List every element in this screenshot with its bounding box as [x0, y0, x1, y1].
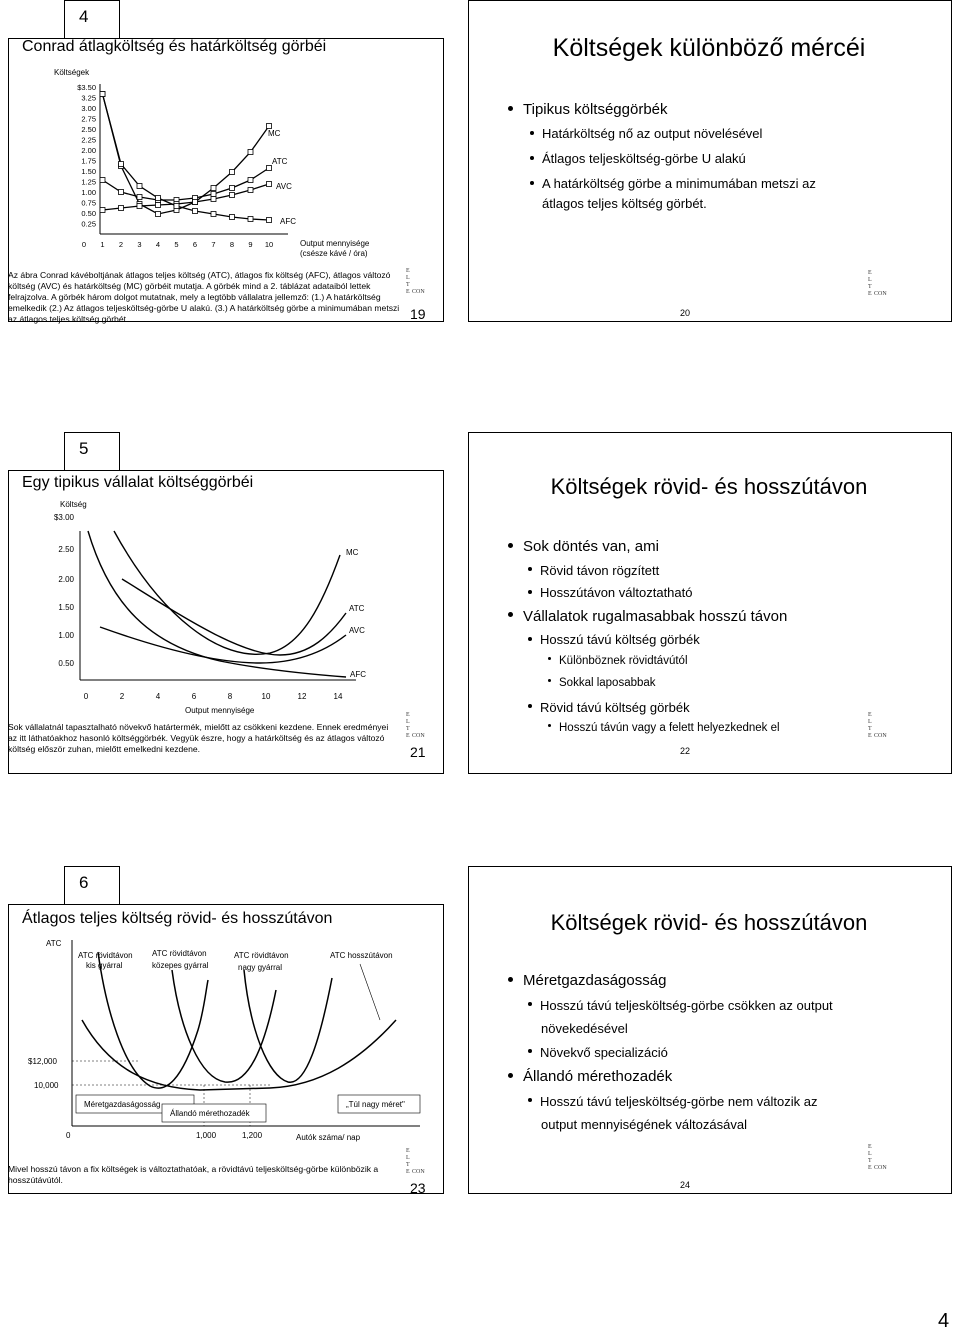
atc-point: [211, 192, 216, 197]
page-number: 20: [680, 308, 691, 318]
label-large-2: nagy gyárral: [238, 963, 283, 972]
slide-title: Költségek rövid- és hosszútávon: [550, 474, 868, 499]
constant-returns: Állandó mérethozadék: [170, 1109, 250, 1118]
avc-point: [230, 193, 235, 198]
mc-point: [156, 212, 161, 217]
x-tick-label: 7: [211, 240, 216, 249]
bullet-item: Rövid távú költség görbék: [528, 700, 690, 715]
y-tick-label: 1.00: [58, 631, 74, 640]
bullet-item: Méretgazdaságosság: [508, 972, 666, 989]
page-number: 23: [410, 1180, 426, 1196]
x-tick-label: 1: [100, 240, 105, 249]
y-tick-label: 1.50: [58, 603, 74, 612]
sub-bullet: A határköltség görbe a minimumában metszi az: [530, 176, 816, 191]
x-zero: 0: [66, 1131, 71, 1140]
x-tick-label: 8: [229, 240, 235, 249]
page-number: 22: [680, 746, 691, 756]
x-tick-label: 3: [137, 240, 142, 249]
bullet-item: output mennyiségének változásával: [541, 1117, 747, 1132]
label-large-1: ATC rövidtávon: [234, 951, 289, 960]
bullet-item: Rövid távon rögzített: [528, 563, 659, 578]
x-tick-label: 8: [227, 692, 233, 701]
slide-number-box: 4: [64, 0, 120, 38]
avc-point: [119, 206, 124, 211]
afc-point: [156, 196, 161, 201]
slide-title: Költségek különböző mércéi: [552, 34, 866, 62]
sub-bullet: Átlagos teljesköltség-görbe U alakú: [530, 151, 746, 166]
slide-number-box: 6: [64, 866, 120, 904]
atc-label: ATC: [349, 604, 365, 613]
y-tick-label: 1.75: [81, 156, 96, 166]
y-tick-label: 0.75: [81, 198, 96, 208]
x-axis-label-unit: (csésze kávé / óra): [300, 249, 368, 258]
x-tick-label: 14: [333, 692, 343, 701]
y-tick-label: 1.00: [81, 188, 96, 197]
avc-point: [100, 208, 105, 213]
afc-point: [211, 212, 216, 217]
y-12000: $12,000: [28, 1057, 57, 1066]
bullet: Tipikus költséggörbék: [508, 101, 668, 118]
label-small-2: kis gyárral: [86, 961, 123, 970]
bullet-item: Vállalatok rugalmasabbak hosszú távon: [508, 608, 787, 625]
x-tick-label: 2: [118, 240, 124, 249]
y-axis-label: ATC: [46, 939, 62, 948]
avc-label: AVC: [349, 626, 365, 635]
page-number: 24: [680, 1180, 691, 1190]
x-axis-label: Autók száma/ nap: [296, 1133, 361, 1142]
atc-short-medium-curve: [172, 970, 276, 1082]
label-medium-1: ATC rövidtávon: [152, 949, 207, 958]
avc-label: AVC: [276, 182, 292, 191]
y-10000: 10,000: [34, 1081, 59, 1090]
slide-caption: Sok vállalatnál tapasztalható növekvő határtermék, mielőtt az csökkeni kezdene. Ennek eredményei az itt láthatóakhoz hasonló költséggörbék. Vegyük észre, hogy a határköltség és az átlagos változó költség először zuhan, mielőtt emelkedni kezdene.: [8, 722, 389, 754]
x-tick-label: 5: [174, 240, 179, 249]
x-axis-label: Output mennyisége: [185, 706, 255, 715]
slide-number-box: 5: [64, 432, 120, 470]
y-ticks: [77, 83, 96, 229]
afc-point: [119, 162, 124, 167]
y-tick-label: 3.00: [81, 104, 96, 113]
afc-point: [248, 217, 253, 222]
label-small-1: ATC rövidtávon: [78, 951, 133, 960]
y-tick-label: 2.75: [81, 114, 96, 124]
y-tick-label: 1.50: [81, 167, 96, 176]
atc-short-small-curve: [98, 952, 208, 1088]
avc-point: [156, 203, 161, 208]
elte-logo: E L T E CON: [868, 270, 887, 297]
x-tick-label: 2: [119, 692, 125, 701]
y-axis-label: Költség: [60, 500, 87, 509]
bullet-item: Hosszú távú teljesköltség-görbe nem változik az: [528, 1094, 817, 1109]
atc-point: [230, 186, 235, 191]
slide-caption: Az ábra Conrad kávéboltjának átlagos teljes költség (ATC), átlagos fix költség (AFC), átlagos változó költség (AVC) és határköltség (MC) görbéit mutatja. A görbék mind a 2. táblázat adataiból lettek felrajzolva. A görbék három dolgot mutatnak, mely a legtöbb vállalatra jellemző: (1.) A határköltség emelkedik (2.) Az átlagos teljesköltség-görbe U alakú. (3.) A határköltség görbe a minimumában metszi az átlagos teljes költség görbét.: [8, 270, 400, 324]
afc-point: [193, 209, 198, 214]
y-tick-label: 2.00: [58, 575, 74, 584]
x-tick-label: 6: [192, 240, 198, 249]
mc-label: MC: [268, 129, 281, 138]
sub-bullet: Határköltség nő az output növelésével: [530, 126, 762, 141]
y-tick-label: 2.00: [81, 146, 96, 155]
y-tick-label: 1.25: [81, 177, 96, 187]
page-number: 19: [410, 306, 426, 322]
slide-title: Költségek rövid- és hosszútávon: [550, 910, 868, 935]
avc-curve: [100, 627, 346, 663]
afc-point: [230, 215, 235, 220]
x-tick-label: 0: [81, 240, 87, 249]
atc-short-large-curve: [244, 970, 332, 1082]
x-axis-label: Output mennyisége: [300, 239, 370, 248]
atc-point: [267, 166, 272, 171]
y-tick-label: $3.00: [53, 513, 74, 522]
chart-short-long-run-atc: [20, 930, 440, 1145]
bullet-item: Növekvő specializáció: [528, 1045, 668, 1060]
y-axis-label: Költségek: [54, 68, 90, 77]
bullet-item: Hosszú távún vagy a felett helyezkednek el: [548, 722, 780, 734]
x-tick-label: 0: [83, 692, 89, 701]
elte-logo: E L T E CON: [406, 712, 425, 739]
economies-of-scale: Méretgazdaságosság: [84, 1100, 161, 1109]
mc-point: [211, 186, 216, 191]
atc-point: [100, 178, 105, 183]
elte-logo: E L T E CON: [406, 1148, 425, 1175]
y-tick-label: 2.50: [81, 125, 96, 134]
label-long-run: ATC hosszútávon: [330, 951, 393, 960]
mc-point: [267, 124, 272, 129]
chart-conrad-costs: [40, 56, 370, 266]
afc-curve: [103, 94, 270, 220]
atc-long-run-curve: [82, 1020, 396, 1090]
y-tick-label: 2.25: [81, 135, 96, 145]
atc-point: [119, 190, 124, 195]
x-tick-label: 10: [264, 240, 274, 249]
slide-title: Átlagos teljes költség rövid- és hosszútávon: [22, 910, 333, 927]
x-tick-label: 10: [261, 692, 271, 701]
x-tick-label: 6: [191, 692, 197, 701]
slide-caption: Mivel hosszú távon a fix költségek is változtathatóak, a rövidtávú teljesköltség-görbe különbözik a hosszútávútól.: [8, 1164, 379, 1185]
bullet-item: Sokkal laposabbak: [548, 677, 656, 689]
page-number: 21: [410, 744, 426, 760]
x-tick-label: 12: [297, 692, 307, 701]
y-tick-label: 0.25: [81, 219, 96, 229]
label-medium-2: közepes gyárral: [152, 961, 209, 970]
afc-point: [137, 184, 142, 189]
elte-logo: E L T E CON: [868, 712, 887, 739]
x-tick-label: 4: [155, 692, 161, 701]
diseconomies: „Túl nagy méret": [346, 1100, 405, 1109]
y-tick-label: 0.50: [58, 659, 74, 668]
y-tick-label: 2.50: [58, 545, 74, 554]
chart-typical-firm-costs: [40, 495, 380, 720]
slide-title: Conrad átlagköltség és határköltség görbéi: [22, 38, 327, 55]
afc-label: AFC: [350, 670, 366, 679]
mc-curve: [103, 94, 270, 214]
atc-point: [137, 195, 142, 200]
elte-logo: E L T E CON: [868, 1144, 887, 1171]
y-tick-label: 3.25: [81, 93, 96, 103]
mc-point: [248, 150, 253, 155]
y-tick-label: $3.50: [77, 83, 96, 92]
afc-label: AFC: [280, 217, 296, 226]
elte-logo: E L T E CON: [406, 268, 425, 295]
sub-bullet-cont: átlagos teljes költség görbét.: [542, 196, 707, 211]
bullet-item: Hosszú távú költség görbék: [528, 632, 700, 647]
avc-point: [267, 182, 272, 187]
x-tick-label: 9: [248, 240, 253, 249]
bullet-item: Hosszú távú teljesköltség-görbe csökken az output: [528, 998, 833, 1013]
atc-curve: [103, 168, 270, 200]
x-1000: 1,000: [196, 1131, 217, 1140]
afc-point: [174, 204, 179, 209]
mc-point: [230, 170, 235, 175]
avc-point: [211, 197, 216, 202]
afc-point: [100, 92, 105, 97]
avc-point: [137, 204, 142, 209]
bullet-item: Sok döntés van, ami: [508, 538, 659, 555]
atc-label: ATC: [272, 157, 288, 166]
atc-point: [248, 178, 253, 183]
document-page-number: 4: [938, 1310, 950, 1332]
y-tick-label: 0.50: [81, 209, 96, 218]
avc-point: [248, 188, 253, 193]
mc-label: MC: [346, 548, 359, 557]
x-ticks: [82, 240, 273, 249]
afc-point: [267, 218, 272, 223]
x-1200: 1,200: [242, 1131, 263, 1140]
bullet-item: Állandó mérethozadék: [508, 1068, 672, 1085]
bullet-item: Hosszútávon változtatható: [528, 585, 692, 600]
slide-title: Egy tipikus vállalat költséggörbéi: [22, 474, 254, 491]
avc-point: [193, 200, 198, 205]
bullet-item: Különböznek rövidtávútól: [548, 655, 688, 667]
mc-curve: [114, 531, 340, 654]
bullet-item: növekedésével: [541, 1021, 628, 1036]
x-tick-label: 4: [155, 240, 161, 249]
